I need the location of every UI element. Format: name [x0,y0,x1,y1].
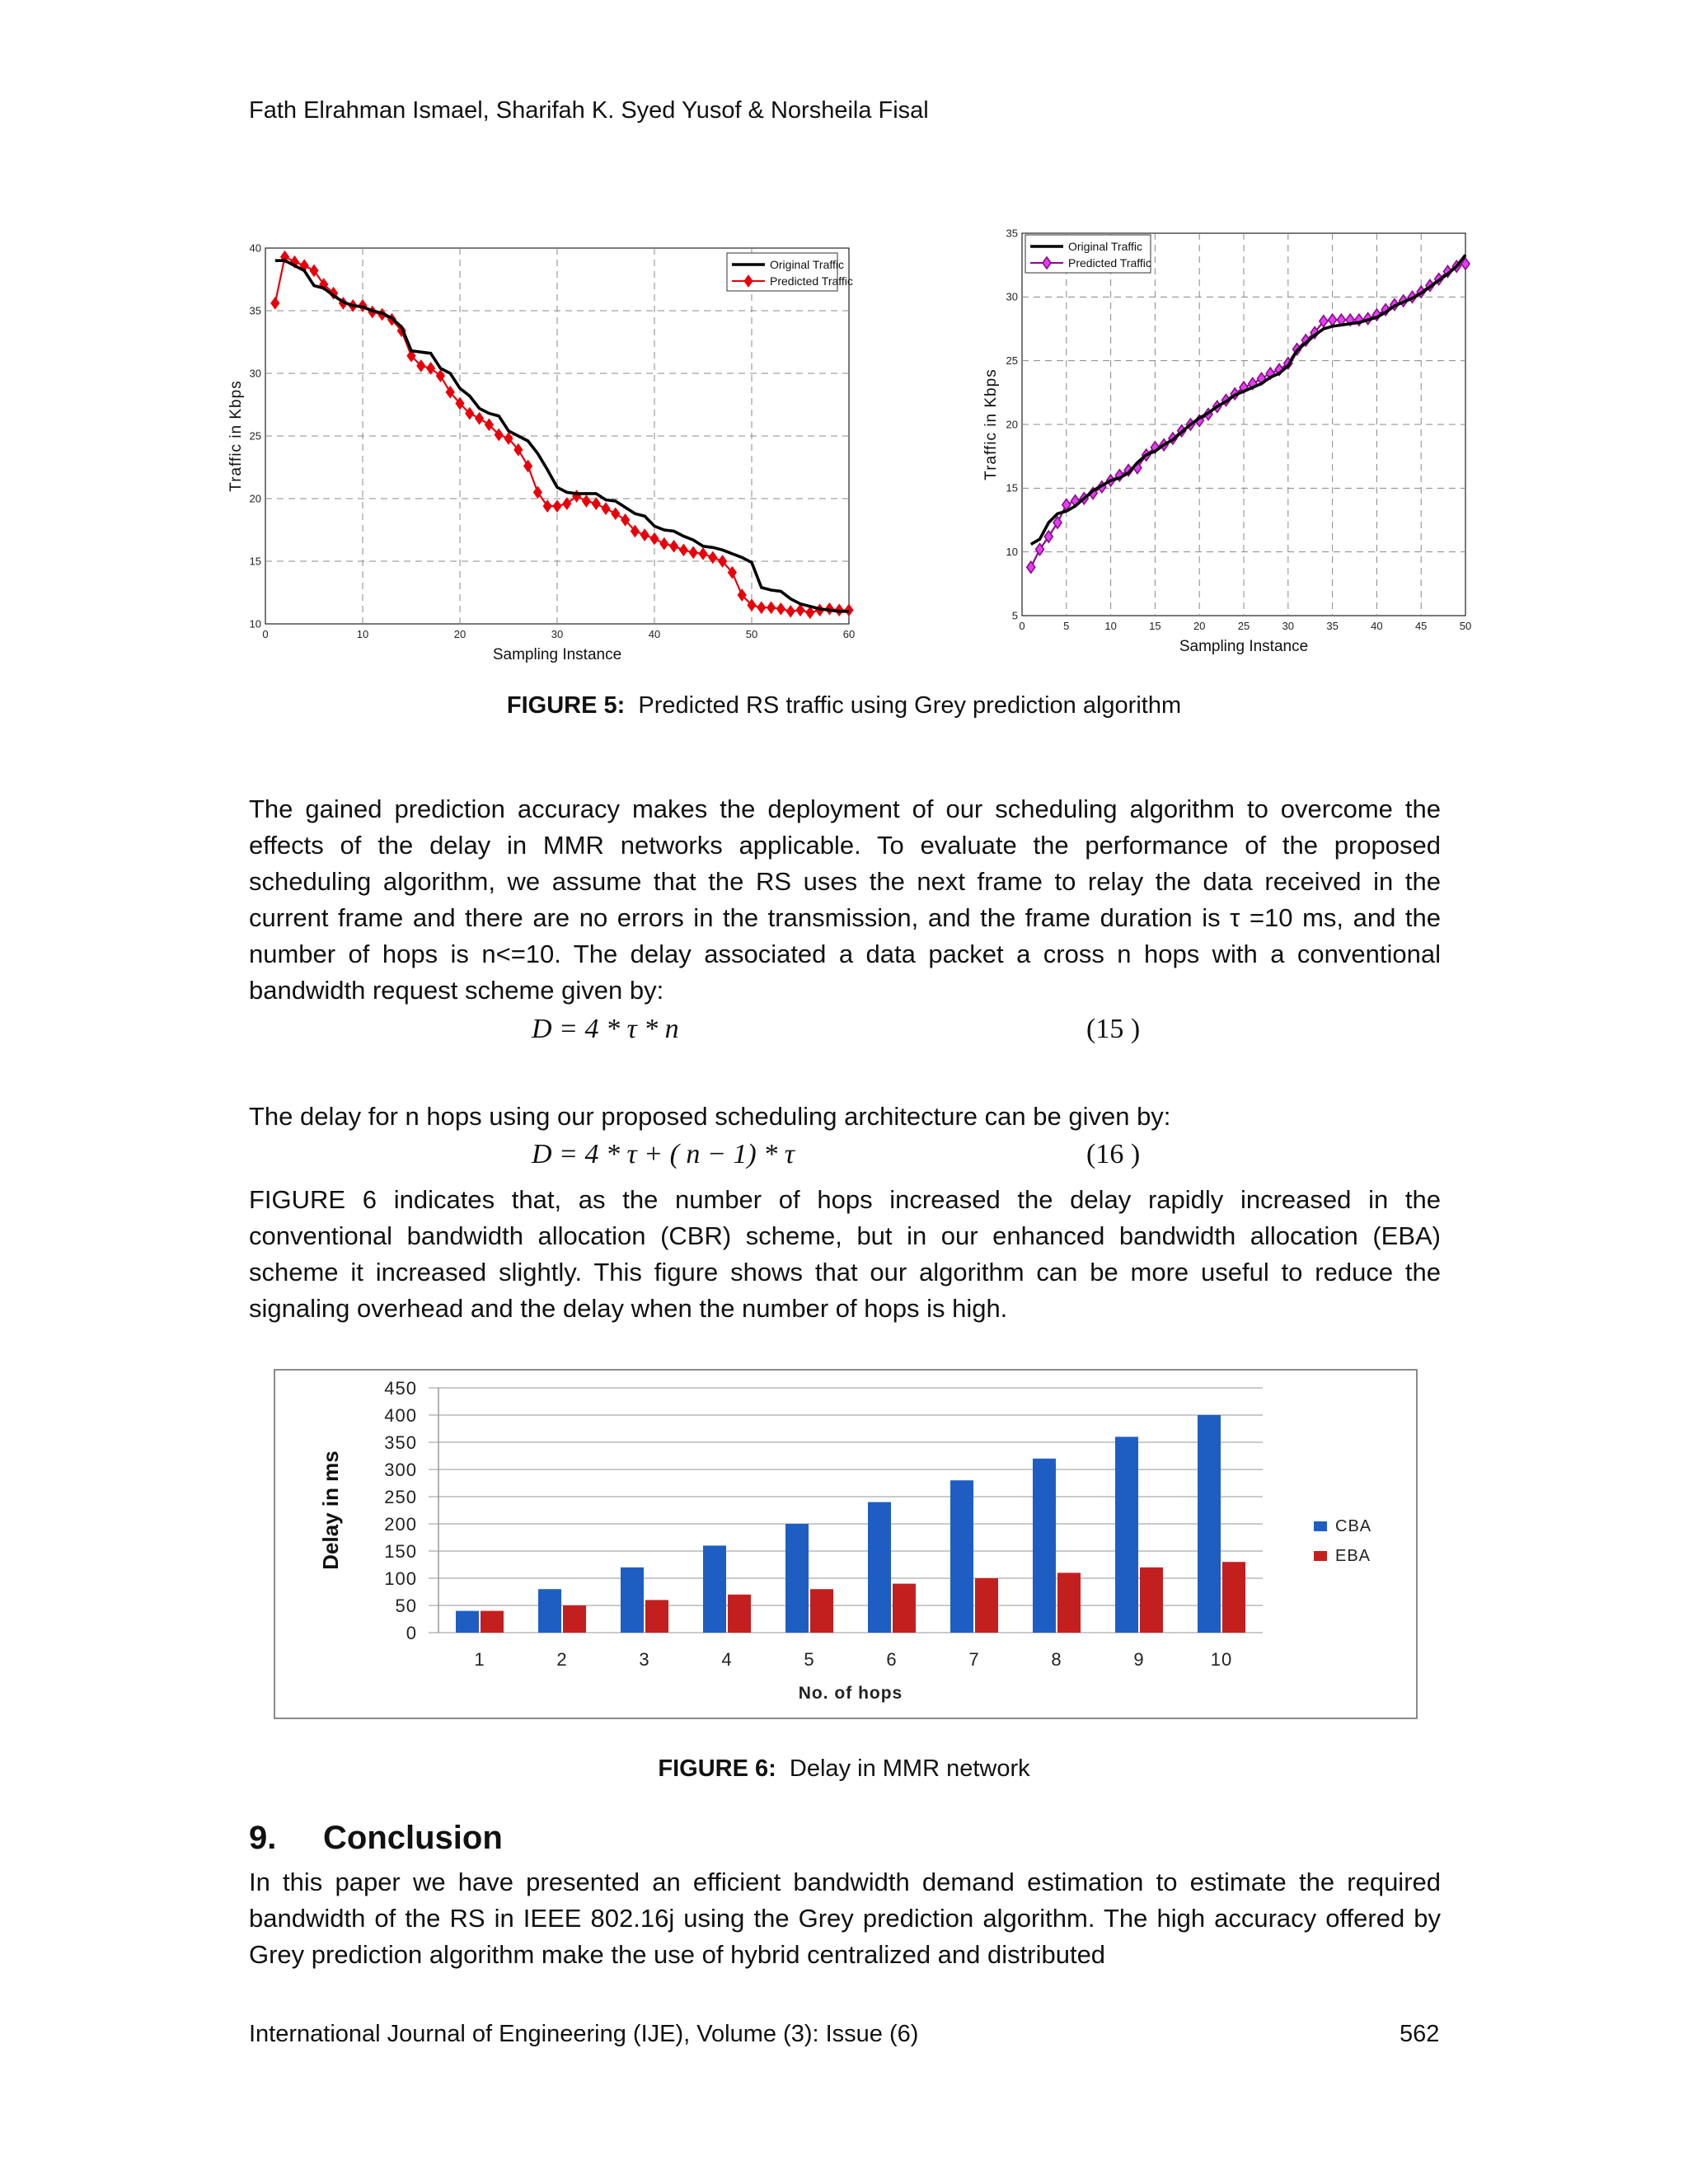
y-tick-label: 10 [249,617,261,630]
x-tick-label: 5 [1063,620,1070,632]
bar-eba [481,1611,504,1633]
x-tick-label: 35 [1326,620,1339,632]
legend-swatch-cba [1314,1521,1327,1531]
paragraph-figure6-discussion: FIGURE 6 indicates that, as the number of hops increased the delay rapidly increased in the conventional bandwidth allocation (CBR) scheme, but in our enhanced bandwidth allocation (EBA) scheme it increased slightly. This figure shows that our algorithm can be more useful to reduce the signaling overhead and the delay when the number of hops is high. [249,1185,1441,1323]
figure5-caption [0,692,1688,719]
legend-label-cba: CBA [1335,1517,1372,1535]
bar-eba [1140,1568,1163,1633]
x-tick-label: 10 [356,628,369,640]
bar-cba [703,1545,726,1633]
bar-cba [785,1524,809,1633]
y-tick-label: 20 [249,492,261,505]
y-tick-label: 250 [384,1487,417,1507]
x-tick-label: 40 [1371,620,1383,632]
legend-label-eba: EBA [1335,1547,1372,1565]
x-tick-label: 50 [745,628,758,640]
legend-original-label: Original Traffic [1068,240,1142,253]
x-tick-label: 20 [1193,620,1206,632]
figure6-caption-text: Delay in MMR network [789,1755,1030,1782]
x-tick-label: 0 [262,628,269,640]
bar-cba [538,1589,561,1633]
y-axis-label: Traffic in Kbps [982,368,1000,480]
y-tick-label: 10 [1006,546,1018,558]
x-tick-label: 8 [1051,1649,1062,1670]
x-tick-label: 3 [639,1649,650,1670]
bar-cba [950,1480,973,1633]
bar-cba [456,1611,479,1633]
figure6-caption [0,1755,1688,1783]
figure5-caption-label: FIGURE 5: [506,692,626,719]
y-tick-label: 150 [384,1541,417,1562]
x-tick-label: 25 [1237,620,1250,632]
x-axis-label: Sampling Instance [1179,638,1309,655]
x-tick-label: 4 [721,1649,733,1670]
x-tick-label: 30 [551,628,564,640]
footer-page-number: 562 [1400,2021,1440,2047]
y-tick-label: 100 [384,1568,417,1589]
x-tick-label: 30 [1282,620,1295,632]
y-tick-label: 35 [249,304,261,317]
equation-15: D = 4 * τ * n [532,1014,679,1044]
x-axis-label: No. of hops [798,1684,903,1703]
bar-cba [1115,1436,1138,1633]
running-header: Fath Elrahman Ismael, Sharifah K. Syed Yusof & Norsheila Fisal [249,97,929,124]
y-tick-label: 35 [1006,227,1018,240]
y-tick-label: 200 [384,1514,417,1535]
bar-eba [563,1605,586,1633]
x-tick-label: 60 [842,628,856,640]
bar-cba [1198,1415,1221,1633]
bar-eba [893,1584,916,1633]
x-axis-label: Sampling Instance [492,646,622,663]
x-tick-label: 0 [1019,620,1025,632]
section-number: 9. [249,1820,277,1856]
y-tick-label: 450 [384,1378,417,1399]
section-title: Conclusion [323,1820,503,1856]
y-tick-label: 15 [249,555,261,568]
x-tick-label: 10 [1210,1649,1233,1670]
bar-eba [728,1595,751,1633]
legend-swatch-eba [1314,1551,1327,1561]
y-tick-label: 300 [384,1460,417,1480]
x-tick-label: 15 [1149,620,1161,632]
x-tick-label: 40 [648,628,661,640]
y-tick-label: 30 [1006,290,1018,303]
figure5-right-chart [973,218,1484,668]
x-tick-label: 5 [804,1649,815,1670]
legend-original-label: Original Traffic [770,258,844,271]
bar-eba [810,1589,833,1633]
x-tick-label: 10 [1104,620,1117,632]
footer-journal: International Journal of Engineering (IJE), Volume (3): Issue (6) [249,2021,919,2047]
y-tick-label: 20 [1006,418,1018,431]
legend-predicted-label: Predicted Traffic [770,274,853,288]
y-tick-label: 30 [249,367,261,380]
y-tick-label: 15 [1006,481,1018,494]
bar-cba [621,1568,644,1633]
bar-eba [975,1578,998,1633]
paragraph-prediction-accuracy: The gained prediction accuracy makes the deployment of our scheduling algorithm to overcome the effects of the delay in MMR networks applicable. To evaluate the performance of the proposed scheduling algorithm, we assume that the RS uses the next frame to relay the data received in the current frame and there are no errors in the transmission, and the frame duration is τ =10 ms, and the number of hops is n<=10. The delay associated a data packet a cross n hops with a conventional bandwidth request scheme given by: [249,794,1441,1005]
bar-cba [868,1502,891,1633]
bar-eba [1222,1562,1245,1633]
bar-eba [645,1600,668,1633]
y-axis-label: Traffic in Kbps [227,380,245,492]
bar-cba [1033,1459,1056,1633]
x-tick-label: 20 [453,628,467,640]
x-tick-label: 50 [1459,620,1472,632]
figure6-caption-label: FIGURE 6: [658,1755,776,1782]
x-tick-label: 7 [968,1649,980,1670]
x-tick-label: 9 [1133,1649,1145,1670]
y-tick-label: 25 [249,429,261,443]
y-axis-label: Delay in ms [318,1451,343,1570]
figure5-caption-text: Predicted RS traffic using Grey prediction algorithm [638,692,1182,719]
y-tick-label: 350 [384,1432,417,1453]
section-heading [249,1820,503,1857]
x-tick-label: 1 [474,1649,485,1670]
figure5-left-chart [223,235,865,680]
equation-16: D = 4 * τ + ( n − 1) * τ [532,1139,795,1169]
equation-15-number: (15 ) [1086,1014,1141,1044]
y-tick-label: 400 [384,1405,417,1426]
legend-predicted-label: Predicted Traffic [1068,256,1151,269]
paragraph-proposed-delay: The delay for n hops using our proposed scheduling architecture can be given by: [249,1102,1171,1131]
y-tick-label: 0 [406,1623,417,1643]
y-tick-label: 5 [1011,609,1018,622]
x-tick-label: 6 [886,1649,898,1670]
figure6-bar-chart [274,1369,1418,1719]
x-tick-label: 2 [556,1649,568,1670]
y-tick-label: 25 [1006,354,1018,367]
y-tick-label: 40 [249,241,261,255]
bar-eba [1057,1572,1081,1633]
equation-16-number: (16 ) [1086,1139,1141,1169]
y-tick-label: 50 [395,1596,417,1616]
x-tick-label: 45 [1414,620,1428,632]
paragraph-conclusion: In this paper we have presented an efficient bandwidth demand estimation to estimate the required bandwidth of the RS in IEEE 802.16j using the Grey prediction algorithm. The high accuracy offered by Grey prediction algorithm make the use of hybrid centralized and distributed [249,1868,1441,1969]
